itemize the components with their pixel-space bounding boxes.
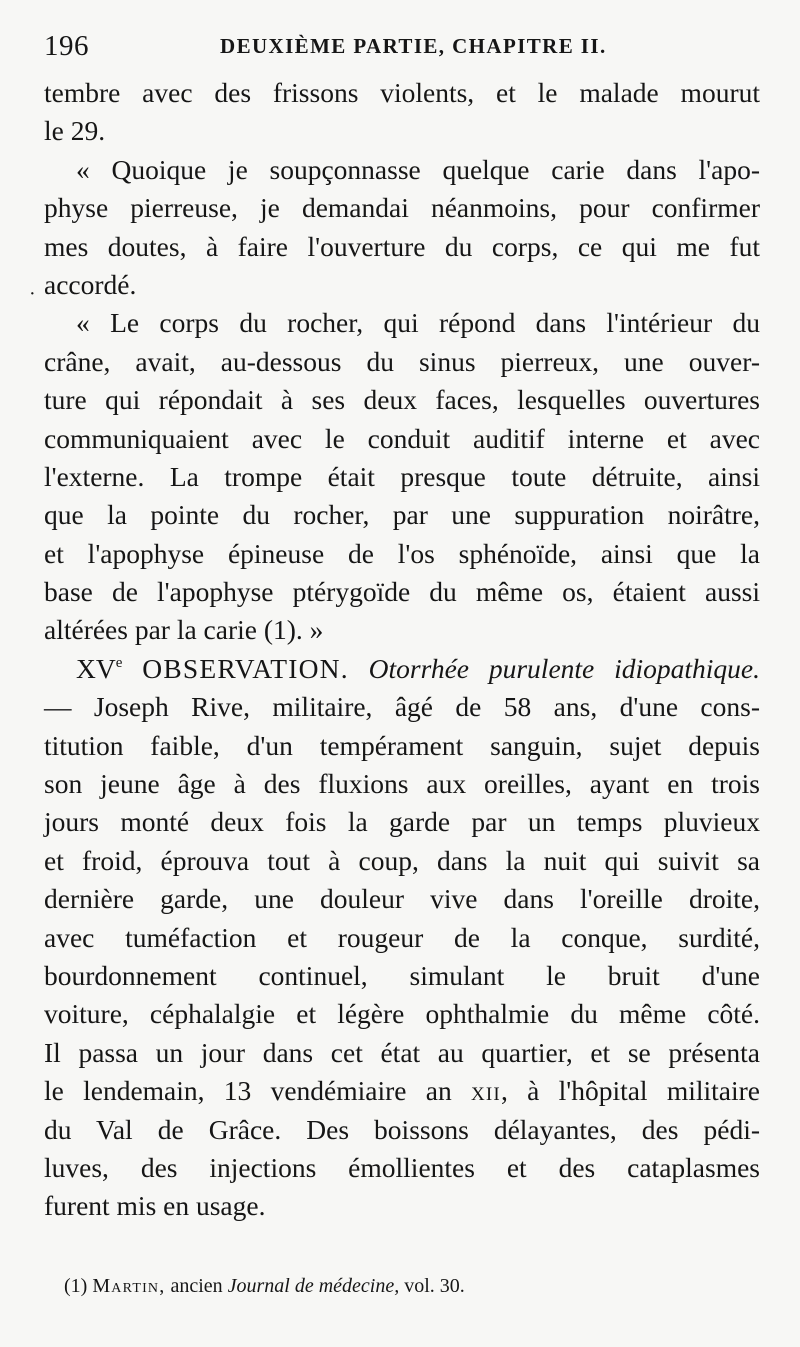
page-number: 196 [44, 30, 89, 62]
text-line: l'externe. La trompe était presque toute détruite, ainsi [44, 460, 760, 492]
text-line: titution faible, d'un tempérament sanguin, sujet depuis [44, 729, 760, 761]
text-line: du Val de Grâce. Des boissons délayantes, des pédi- [44, 1113, 760, 1145]
observation-number: XV [76, 652, 116, 684]
text-line: le 29. [44, 115, 106, 147]
date-after: , à l'hôpital militaire [500, 1075, 760, 1107]
text-line: bourdonnement continuel, simulant le bruit d'une [44, 959, 760, 991]
text-line: voiture, céphalalgie et légère ophthalmie du même côté. [44, 998, 760, 1030]
text-line: son jeune âge à des fluxions aux oreilles, ayant en trois [44, 768, 760, 800]
text-line-date [44, 1072, 760, 1110]
text-line: « Quoique je soupçonnasse quelque carie dans l'apo- [76, 153, 760, 185]
text-line: jours monté deux fois la garde par un temps pluvieux [44, 806, 760, 838]
text-line: furent mis en usage. [44, 1190, 266, 1222]
text-line: tembre avec des frissons violents, et le malade mourut [44, 77, 760, 108]
text-line: base de l'apophyse ptérygoïde du même os, étaient aussi [44, 576, 760, 608]
text-line: — Joseph Rive, militaire, âgé de 58 ans, d'une cons- [44, 691, 760, 723]
footnote [64, 1275, 465, 1298]
text-line: Il passa un jour dans cet état au quartier, et se présenta [44, 1036, 760, 1068]
text-line: altérées par la carie (1). » [44, 614, 324, 646]
text-line: mes doutes, à faire l'ouverture du corps, ce qui me fut [44, 230, 760, 262]
text-line: dernière garde, une douleur vive dans l'oreille droite, [44, 883, 760, 915]
body-text [44, 74, 760, 1226]
footnote-prefix: ancien [170, 1275, 223, 1297]
observation-label: OBSERVATION. [142, 652, 349, 684]
text-line: crâne, avait, au-dessous du sinus pierreux, une ouver- [44, 345, 760, 377]
text-line: « Le corps du rocher, qui répond dans l'intérieur du [76, 307, 760, 339]
text-line: et froid, éprouva tout à coup, dans la nuit qui suivit sa [44, 844, 760, 876]
date-before: le lendemain, 13 vendémiaire an [44, 1075, 471, 1107]
text-line: ture qui répondait à ses deux faces, lesquelles ouvertures [44, 384, 760, 416]
text-line: que la pointe du rocher, par une suppuration noirâtre, [44, 499, 760, 531]
observation-heading [44, 650, 760, 688]
footnote-volume: vol. 30. [404, 1275, 465, 1297]
text-line: physe pierreuse, je demandai néanmoins, pour confirmer [44, 192, 760, 224]
footnote-marker: (1) [64, 1275, 88, 1297]
text-line: luves, des injections émollientes et des cataplasmes [44, 1151, 760, 1183]
observation-superscript: e [115, 654, 123, 671]
running-head: DEUXIÈME PARTIE, CHAPITRE II. [220, 34, 607, 58]
observation-title: Otorrhée purulente idiopathique. [368, 652, 761, 684]
text-line: communiquaient avec le conduit auditif interne et avec [44, 422, 760, 454]
footnote-journal: Journal de médecine, [227, 1275, 400, 1297]
date-year: xii [470, 1075, 501, 1107]
stray-mark: · [29, 283, 36, 305]
text-line: accordé. [44, 268, 137, 300]
text-line: avec tuméfaction et rougeur de la conque, surdité, [44, 921, 760, 953]
page-header [44, 26, 760, 66]
text-line: et l'apophyse épineuse de l'os sphénoïde, ainsi que la [44, 537, 760, 569]
footnote-author: Martin, [92, 1275, 166, 1297]
